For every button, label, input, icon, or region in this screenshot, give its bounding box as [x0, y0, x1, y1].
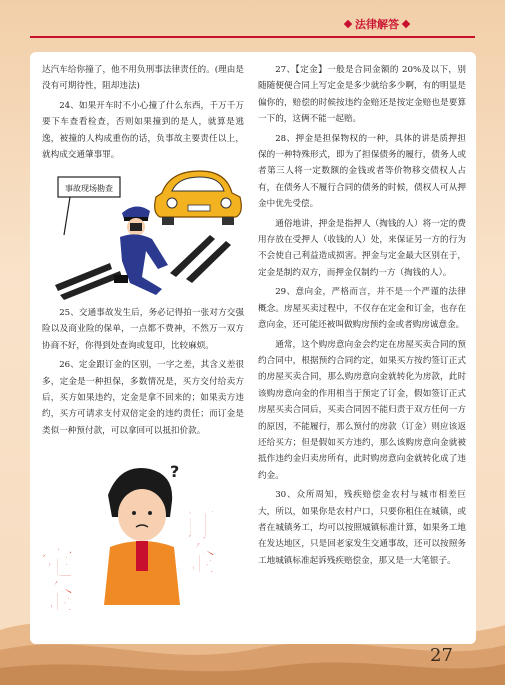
- left-column-lower: [42, 305, 244, 442]
- dingjin-guarantee-label: 定金: [34, 545, 74, 613]
- diamond-icon: [402, 20, 410, 28]
- paragraph-28a: 28、押金是担保物权的一种，具体的讲是质押担保的一种特殊形式，即为了担保债务的履行，债务人或者第三人将一定数额的金钱或者等价物移交债权人占有，在债务人不履行合同的债务的时候，债权人可从押金中优先受偿。: [258, 133, 466, 210]
- right-column: [258, 62, 466, 572]
- policeman: [114, 206, 168, 295]
- paragraph-30: 30、众所周知，残疾赔偿金农村与城市相差巨大，所以，如果你是农村户口，只要你租住在城镇，或者在城镇务工，均可以按照城镇标准计算，如果务工地在发达地区，只是回老家发生交通事故，还可以按照务工地城镇标准起诉残疾赔偿金，那又是一大笔银子。: [258, 490, 466, 566]
- sign-text: 事故现场勘查: [65, 184, 113, 193]
- paragraph-26: 26、定金跟订金的区别，一字之差，其含义差很多，定金是一种担保，多数情况是，买方交付给卖方后，买方如果违约，定金是拿不回来的；如果卖方违约，买方可请求支付双倍定金的违约责任；而订金是类似一种预付款，可以拿回可以抵扣价款。: [42, 360, 244, 436]
- paragraph-24: 24、如果开车时不小心撞了什么东西，千万千万要下车查看检查，否则如果撞到的是人，就算是逃逸，被撞的人构成重伤的话，负事故主要责任以上，就构成交通肇事罪。: [42, 100, 244, 161]
- question-mark: ?: [170, 462, 180, 481]
- thinking-person: [104, 468, 180, 605]
- paragraph-28b: 通俗地讲，押金是指押人（掏钱的人）将一定的费用存放在受押人（收钱的人）处，来保证另一方的行为不会使自己利益造成损害。押金与定金最大区别在于，定金是制约双方，而押金仅制约一方（掏钱的人）。: [258, 218, 466, 278]
- police-photographing-illustration: [50, 165, 250, 300]
- header-rule: [30, 36, 475, 38]
- page-number: 27: [430, 645, 453, 666]
- section-title: 法律解答: [355, 18, 399, 31]
- diamond-icon: [344, 20, 352, 28]
- paragraph-29b: 通常，这个购房意向金会约定在房屋买卖合同的预约合同中，根据预约合同约定，如果买方按约签订正式的房屋买卖合同，那么购房意向金就转化为房款，此时该购房意向金的作用相当于预定了订金，假如签订正式房屋买卖合同后，买卖合同因不能归责于双方任何一方的原因，不能履行，那么预付的房款（订金）则应该返还给买方；但是假如买方违约，那么该购房意向金就被抵作违约金归卖房所有，此时购房意向金就转化成了违约金。: [258, 339, 466, 481]
- paragraph-29a: 29、意向金，严格而言，并不是一个严谨的法律概念。房屋买卖过程中，不仅存在定金和订金，也存在意向金，还可能还被叫做购房预约金或者购房诚意金。: [258, 287, 466, 331]
- deposit-comparison-illustration: [34, 455, 240, 613]
- paragraph-25: 25、交通事故发生后，务必记得拍一张对方交强险以及商业险的保单，一点都不费神，不然万一双方协商不好，你得到处查询或复印，比较麻烦。: [42, 308, 244, 351]
- section-header: [345, 16, 409, 32]
- left-column: [42, 62, 244, 166]
- car: [155, 171, 242, 225]
- dingjin-advance-label: 订金: [176, 507, 216, 575]
- paragraph-27: 27、【定金】一般是合同金额的 20%及以下，别随随便便合同上写定金是多少就给多少啊，有的明显是偏你的，赔偿的时候按违约金赔还是按定金赔也是要算一下的，这俩不能一起赔。: [258, 65, 466, 125]
- paragraph-intro: 达汽车给你撞了，他不用负刑事法律责任的。(理由是没有可期待性，阻却违法): [42, 65, 244, 92]
